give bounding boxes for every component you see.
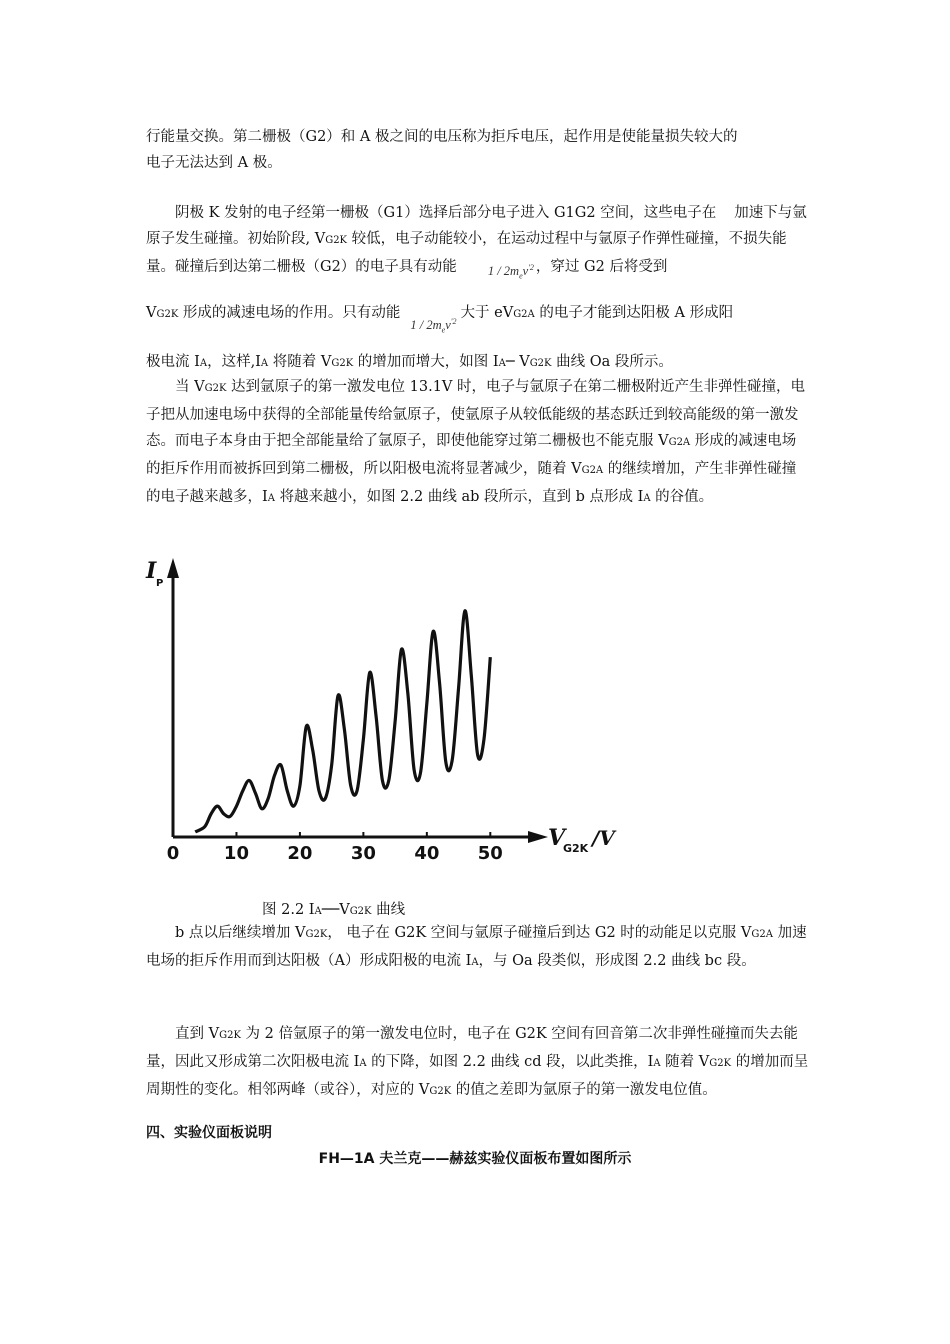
text-run: ，与 Oa 段类似，形成图 2.2 曲线 bc 段。: [478, 953, 756, 969]
text-run: 达到氩原子的第一激发电位 13.1V 时，电子与氩原子在第二栅极附近产生非弹性碰撞，电子把从加速电场中获得的全部能量传给氩原子，使氩原子从较低能级的基态跃迁到较高能级的第一激发态。而电子本身由于把全部能量给了氩原子，即使他能穿过第二栅极也不能克服 V: [146, 379, 806, 449]
text-run: 的增加而呈周期性的变化。相邻两峰（或谷），对应的 V: [146, 1054, 809, 1098]
x-tick-label: 40: [414, 843, 440, 864]
subscript: G2K: [204, 383, 227, 394]
text-run: ， 电子在 G2K 空间与氩原子碰撞后到达 G2 时的动能足以克服 V: [327, 925, 752, 941]
text-run: 形成的减速电场的作用。只有动能: [178, 305, 401, 321]
subscript: G2K: [331, 358, 354, 369]
text-run: 加速电场的拒斥作用而到达阳极（A）形成阳极的电流 I: [146, 925, 807, 969]
subscript: A: [471, 957, 479, 968]
paragraph-anode-current: [146, 349, 810, 377]
subscript: G2K: [305, 929, 328, 940]
x-axis-label: V: [548, 825, 566, 851]
section-subheading: FH—1A 夫兰克——赫兹实验仪面板布置如图所示: [318, 1151, 632, 1167]
subscript: G2A: [513, 309, 535, 320]
y-axis-arrow: [167, 558, 179, 578]
y-axis-label-subscript: P: [156, 578, 164, 589]
subscript: G2A: [751, 929, 773, 940]
text-run: V: [146, 305, 157, 321]
subscript: A: [359, 1058, 367, 1069]
text-run: 大于 eV: [460, 305, 514, 321]
subscript: G2K: [219, 1030, 241, 1041]
text-run: b 点以后继续增加 V: [175, 925, 306, 941]
text-line: 电子无法达到 A 极。: [146, 155, 282, 171]
text-run: 将越来越小，如图 2.2 曲线 ab 段所示，直到 b 点形成 I: [274, 489, 644, 505]
text-run: 较低，电子动能较小，在运动过程中与氩原子作弹性碰撞，不损失能量。碰撞后到达第二栅极（G2）的电子具有动能: [146, 231, 787, 275]
text-run: 的继续增加，产生非弹性碰撞的电子越来越多，I: [146, 461, 797, 505]
subscript: A: [199, 358, 208, 369]
kinetic-energy-formula: $1 / 2m_ev^{'2}$: [487, 262, 534, 281]
paragraph-first-excitation: [146, 374, 810, 512]
paragraph-cathode-emission: [146, 200, 810, 290]
subscript: G2K: [325, 235, 348, 246]
text-run: 随着 V: [660, 1054, 710, 1070]
text-run: 当 V: [175, 379, 205, 395]
subscript: A: [260, 358, 269, 369]
subscript: A: [314, 906, 322, 917]
text-run: 的增加而增大，如图 I: [353, 354, 499, 370]
paragraph-periodic-change: [146, 1021, 810, 1105]
kinetic-energy-formula: $1 / 2m_ev^{'2}$: [410, 316, 457, 335]
subscript: G2K: [349, 906, 372, 917]
paragraph-deceleration-field: [146, 300, 810, 344]
text-run: ─ V: [505, 354, 530, 370]
paragraph-energy-exchange: [146, 124, 810, 176]
x-tick-label: 0: [166, 843, 180, 864]
text-run: 的值之差即为氩原子的第一激发电位值。: [451, 1082, 717, 1098]
chart-labels: [145, 558, 617, 864]
x-tick-label: 10: [223, 843, 249, 864]
text-run: 将随着 V: [268, 354, 332, 370]
chart-axes: [167, 558, 548, 843]
text-run: 加速下与氩原子发生碰撞。初始阶段, V: [146, 205, 807, 247]
subscript: A: [267, 493, 275, 504]
subscript: A: [653, 1058, 661, 1069]
text-run: ，这样,I: [207, 354, 261, 370]
x-tick-label: 20: [287, 843, 313, 864]
text-run: 直到 V: [175, 1026, 220, 1042]
subscript: G2K: [429, 1086, 452, 1097]
text-run: 形成的减速电场的拒斥作用而被拆回到第二栅极，所以阳极电流将显著减少，随着 V: [146, 433, 797, 477]
text-run: ，穿过 G2 后将受到: [535, 259, 668, 275]
subscript: G2K: [529, 358, 552, 369]
text-run: 图 2.2 I: [262, 902, 315, 918]
text-run: 的电子才能到达阳极 A 形成阳: [534, 305, 734, 321]
x-axis-unit: /V: [592, 826, 615, 850]
paragraph-after-point-b: [146, 920, 810, 976]
text-run: 阴极 K 发射的电子经第一栅极（G1）选择后部分电子进入 G1G2 空间，这些电子在: [175, 205, 717, 221]
x-axis-label-subscript: G2K: [563, 842, 589, 855]
x-axis-arrow: [528, 831, 548, 843]
section-heading: 四、实验仪面板说明: [146, 1125, 272, 1141]
text-line: 行能量交换。第二栅极（G2）和 A 极之间的电压称为拒斥电压，起作用是使能量损失较大的: [146, 129, 738, 145]
text-run: 曲线 Oa 段所示。: [551, 354, 673, 370]
text-run: ──V: [321, 902, 350, 918]
text-run: 为 2 倍氩原子的第一激发电位时，电子在 G2K 空间有回音第二次非弹性碰撞而失去能量，因此又形成第二次阳极电流 I: [146, 1026, 798, 1070]
franck-hertz-chart: [130, 540, 630, 870]
subscript: G2K: [709, 1058, 732, 1069]
ip-vg2k-curve: [195, 611, 490, 832]
chart-curve-layer: [195, 611, 490, 832]
subscript: G2A: [581, 465, 604, 476]
figure-caption: [262, 898, 405, 919]
text-run: 曲线: [371, 902, 406, 918]
subscript: G2K: [156, 309, 179, 320]
subscript: A: [498, 358, 506, 369]
x-tick-label: 50: [477, 843, 503, 864]
x-tick-label: 30: [350, 843, 376, 864]
text-run: 极电流 I: [146, 354, 200, 370]
y-axis-label: I: [146, 558, 157, 584]
text-run: 的谷值。: [650, 489, 714, 505]
text-run: 的下降，如图 2.2 曲线 cd 段，以此类推，I: [366, 1054, 654, 1070]
subscript: G2A: [668, 437, 691, 448]
subscript: A: [643, 493, 651, 504]
